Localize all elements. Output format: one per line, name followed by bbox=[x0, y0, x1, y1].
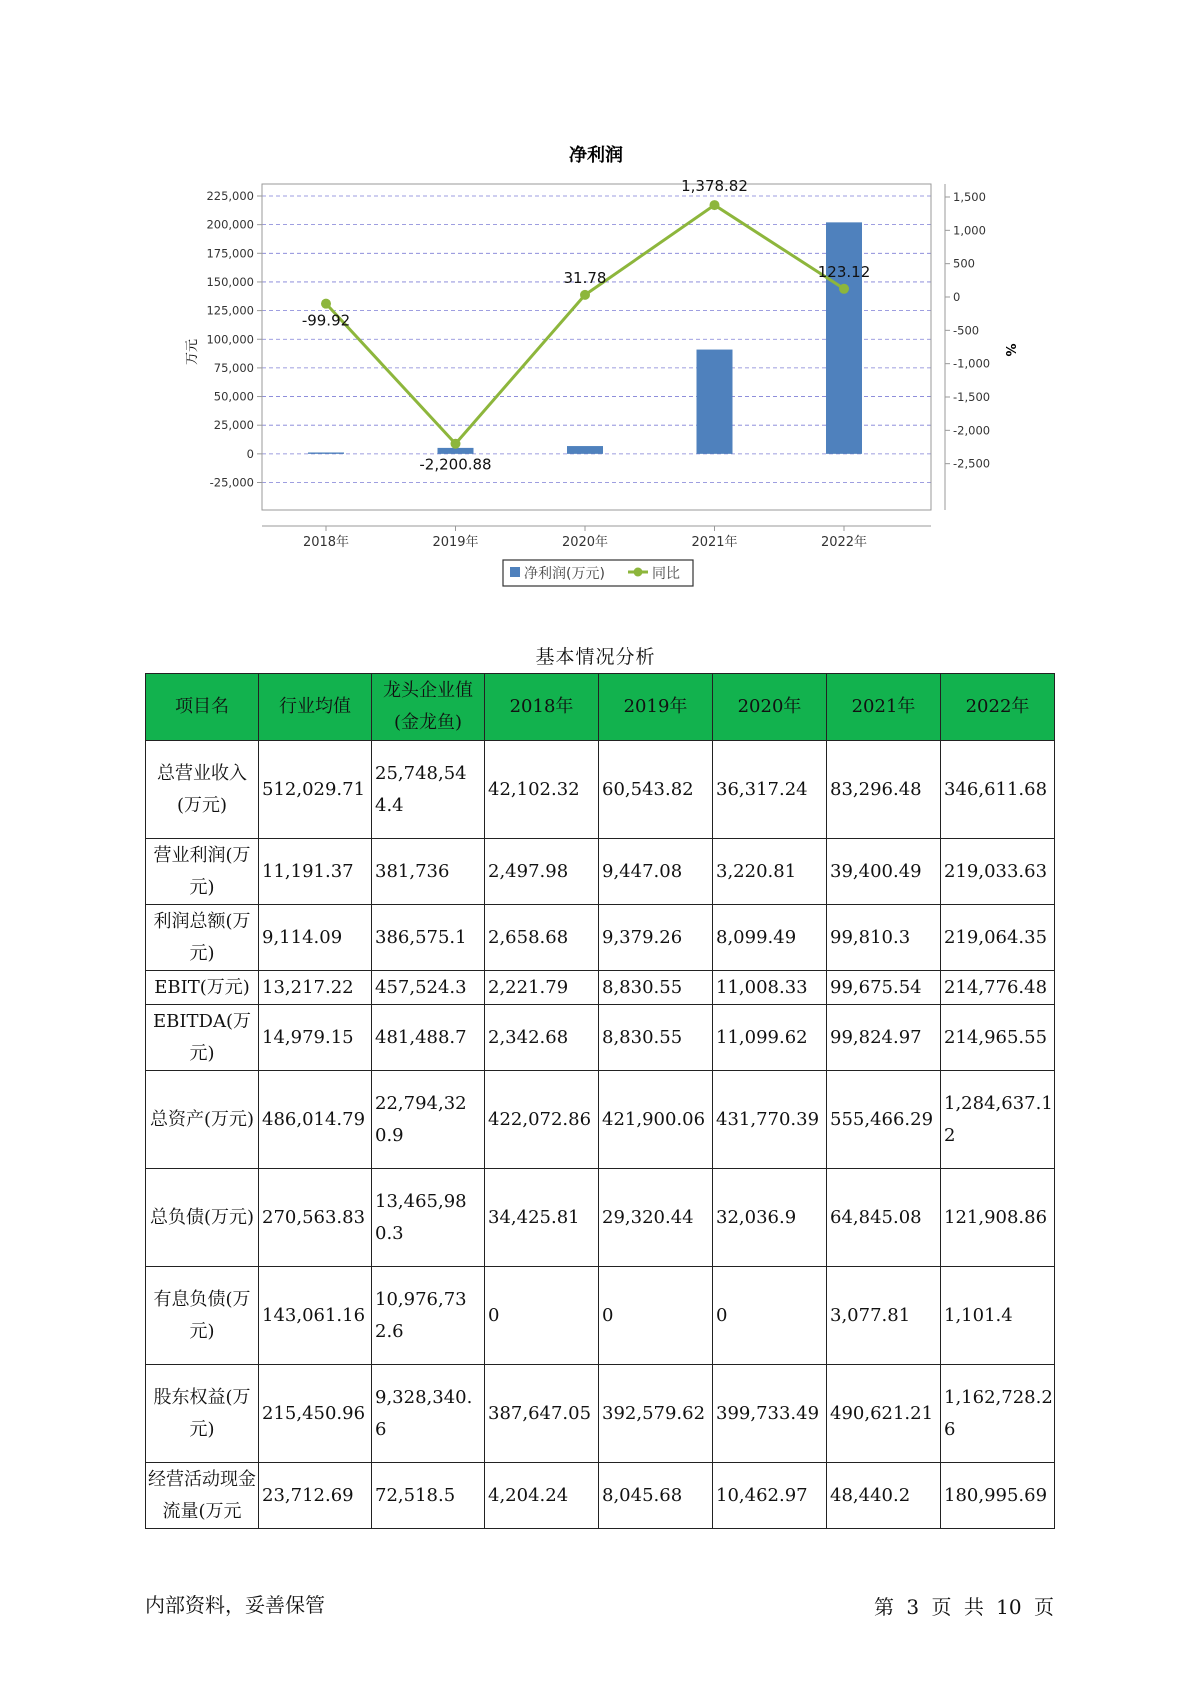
y2-tick-label: -2,000 bbox=[953, 423, 991, 438]
col-header: 项目名 bbox=[146, 674, 259, 741]
table-cell: 8,830.55 bbox=[599, 1005, 713, 1071]
line-point bbox=[580, 290, 590, 300]
table-caption: 基本情况分析 bbox=[535, 646, 656, 668]
table-cell: 399,733.49 bbox=[713, 1365, 827, 1463]
row-label-cell: 营业利润(万元) bbox=[146, 839, 259, 905]
table-cell: 8,099.49 bbox=[713, 905, 827, 971]
table-cell: 9,447.08 bbox=[599, 839, 713, 905]
table-cell: 387,647.05 bbox=[485, 1365, 599, 1463]
table-cell: 0 bbox=[485, 1267, 599, 1365]
row-label-cell: 利润总额(万元) bbox=[146, 905, 259, 971]
col-header: 2020年 bbox=[713, 674, 827, 741]
table-cell: 42,102.32 bbox=[485, 741, 599, 839]
table-cell: 13,217.22 bbox=[259, 971, 372, 1005]
y-tick-label: 125,000 bbox=[206, 303, 254, 318]
line-point bbox=[839, 284, 849, 294]
table-cell: 180,995.69 bbox=[941, 1463, 1055, 1529]
table-cell: 8,045.68 bbox=[599, 1463, 713, 1529]
x-tick-label: 2019年 bbox=[432, 535, 479, 550]
table-cell: 219,033.63 bbox=[941, 839, 1055, 905]
net-profit-chart bbox=[0, 0, 1191, 600]
table-cell: 346,611.68 bbox=[941, 741, 1055, 839]
row-label-cell: 总资产(万元) bbox=[146, 1071, 259, 1169]
table-row bbox=[146, 1169, 1055, 1267]
legend-line-marker bbox=[634, 568, 643, 577]
table-cell: 1,284,637.12 bbox=[941, 1071, 1055, 1169]
bar bbox=[308, 452, 344, 453]
bar-series bbox=[308, 222, 862, 453]
data-label: -99.92 bbox=[301, 311, 351, 330]
table-cell: 39,400.49 bbox=[827, 839, 941, 905]
bar bbox=[567, 446, 603, 454]
line-point bbox=[451, 439, 461, 449]
table-cell: 481,488.7 bbox=[372, 1005, 485, 1071]
table-cell: 60,543.82 bbox=[599, 741, 713, 839]
table-cell: 72,518.5 bbox=[372, 1463, 485, 1529]
table-cell: 1,162,728.26 bbox=[941, 1365, 1055, 1463]
row-label-cell: EBITDA(万元) bbox=[146, 1005, 259, 1071]
table-cell: 10,976,732.6 bbox=[372, 1267, 485, 1365]
legend-bar-label: 净利润(万元) bbox=[524, 566, 605, 582]
table-cell: 9,379.26 bbox=[599, 905, 713, 971]
table-row bbox=[146, 1005, 1055, 1071]
legend-line-label: 同比 bbox=[652, 566, 680, 582]
y2-tick-label: -500 bbox=[953, 323, 980, 338]
x-tick-label: 2020年 bbox=[561, 535, 609, 550]
table-cell: 121,908.86 bbox=[941, 1169, 1055, 1267]
table-cell: 381,736 bbox=[372, 839, 485, 905]
y2-tick-label: 500 bbox=[953, 256, 975, 271]
footer-page-number: 第 3 页 共 10 页 bbox=[874, 1595, 1054, 1619]
table-cell: 0 bbox=[599, 1267, 713, 1365]
table-cell: 215,450.96 bbox=[259, 1365, 372, 1463]
y2-tick-label: -1,500 bbox=[953, 390, 991, 404]
row-label-cell: 有息负债(万元) bbox=[146, 1267, 259, 1365]
x-tick-label: 2021年 bbox=[691, 535, 738, 550]
table-row bbox=[146, 905, 1055, 971]
table-cell: 99,824.97 bbox=[827, 1005, 941, 1071]
table-cell: 490,621.21 bbox=[827, 1365, 941, 1463]
y-tick-label: 200,000 bbox=[206, 217, 254, 232]
table-cell: 83,296.48 bbox=[827, 741, 941, 839]
y-tick-label: 50,000 bbox=[213, 389, 254, 404]
footer-confidential-note: 内部资料，妥善保管 bbox=[145, 1593, 325, 1617]
col-header: 龙头企业值(金龙鱼) bbox=[372, 674, 485, 741]
table-cell: 99,675.54 bbox=[827, 971, 941, 1005]
table-cell: 2,221.79 bbox=[485, 971, 599, 1005]
y-tick-label: 0 bbox=[246, 446, 254, 461]
table-cell: 392,579.62 bbox=[599, 1365, 713, 1463]
table-cell: 14,979.15 bbox=[259, 1005, 372, 1071]
basic-analysis-table bbox=[145, 673, 1055, 1529]
y-tick-label: 25,000 bbox=[213, 418, 254, 433]
table-cell: 25,748,544.4 bbox=[372, 741, 485, 839]
y-tick-label: 100,000 bbox=[206, 332, 254, 347]
table-row bbox=[146, 741, 1055, 839]
table-row bbox=[146, 1267, 1055, 1365]
table-cell: 36,317.24 bbox=[713, 741, 827, 839]
y2-tick-label: 0 bbox=[953, 290, 961, 304]
row-label-cell: 总营业收入(万元) bbox=[146, 741, 259, 839]
table-cell: 486,014.79 bbox=[259, 1071, 372, 1169]
y-tick-label: 75,000 bbox=[213, 360, 254, 375]
table-cell: 23,712.69 bbox=[259, 1463, 372, 1529]
table-cell: 10,462.97 bbox=[713, 1463, 827, 1529]
table-cell: 9,328,340.6 bbox=[372, 1365, 485, 1463]
table-cell: 48,440.2 bbox=[827, 1463, 941, 1529]
table-cell: 29,320.44 bbox=[599, 1169, 713, 1267]
y2-tick-label: 1,000 bbox=[953, 223, 986, 238]
data-label: 31.78 bbox=[563, 268, 607, 287]
table-cell: 11,099.62 bbox=[713, 1005, 827, 1071]
table-cell: 214,776.48 bbox=[941, 971, 1055, 1005]
table-cell: 555,466.29 bbox=[827, 1071, 941, 1169]
y-axis-label: 万元 bbox=[185, 338, 200, 366]
table-cell: 3,077.81 bbox=[827, 1267, 941, 1365]
bar bbox=[697, 350, 733, 454]
row-label-cell: 股东权益(万元) bbox=[146, 1365, 259, 1463]
legend-bar-swatch bbox=[510, 567, 520, 577]
table-cell: 422,072.86 bbox=[485, 1071, 599, 1169]
table-cell: 431,770.39 bbox=[713, 1071, 827, 1169]
y2-tick-label: -2,500 bbox=[953, 456, 991, 471]
table-cell: 143,061.16 bbox=[259, 1267, 372, 1365]
y2-tick-label: -1,000 bbox=[953, 356, 991, 371]
table-row bbox=[146, 1071, 1055, 1169]
table-cell: 386,575.1 bbox=[372, 905, 485, 971]
chart-title: 净利润 bbox=[569, 145, 623, 166]
col-header: 2018年 bbox=[485, 674, 599, 741]
table-cell: 1,101.4 bbox=[941, 1267, 1055, 1365]
y-tick-label: -25,000 bbox=[209, 475, 254, 490]
col-header: 2022年 bbox=[941, 674, 1055, 741]
table-row bbox=[146, 1463, 1055, 1529]
table-cell: 9,114.09 bbox=[259, 905, 372, 971]
x-axis bbox=[262, 526, 931, 550]
table-cell: 2,497.98 bbox=[485, 839, 599, 905]
table-cell: 22,794,320.9 bbox=[372, 1071, 485, 1169]
y2-tick-label: 1,500 bbox=[953, 190, 986, 204]
bar bbox=[438, 448, 474, 454]
line-series bbox=[302, 177, 870, 474]
x-tick-label: 2022年 bbox=[820, 535, 868, 550]
data-label: 1,378.82 bbox=[681, 177, 748, 196]
table-row bbox=[146, 971, 1055, 1005]
table-cell: 0 bbox=[713, 1267, 827, 1365]
table-cell: 3,220.81 bbox=[713, 839, 827, 905]
data-label: 123.12 bbox=[817, 262, 871, 281]
row-label-cell: 总负债(万元) bbox=[146, 1169, 259, 1267]
table-header-row bbox=[146, 674, 1055, 741]
y2-axis-label: % bbox=[1002, 343, 1017, 357]
x-tick-label: 2018年 bbox=[302, 535, 350, 550]
table-cell: 512,029.71 bbox=[259, 741, 372, 839]
table-row bbox=[146, 1365, 1055, 1463]
col-header: 行业均值 bbox=[259, 674, 372, 741]
table-cell: 214,965.55 bbox=[941, 1005, 1055, 1071]
col-header: 2021年 bbox=[827, 674, 941, 741]
table-cell: 11,008.33 bbox=[713, 971, 827, 1005]
data-label: -2,200.88 bbox=[419, 455, 492, 474]
y-axis-left bbox=[206, 184, 262, 510]
line-point bbox=[321, 299, 331, 309]
table-cell: 8,830.55 bbox=[599, 971, 713, 1005]
y-tick-label: 150,000 bbox=[206, 274, 254, 289]
table-cell: 219,064.35 bbox=[941, 905, 1055, 971]
line-point bbox=[710, 200, 720, 210]
chart-legend bbox=[503, 560, 693, 586]
table-cell: 2,342.68 bbox=[485, 1005, 599, 1071]
table-cell: 11,191.37 bbox=[259, 839, 372, 905]
bar bbox=[826, 222, 862, 453]
table-cell: 4,204.24 bbox=[485, 1463, 599, 1529]
y-tick-label: 225,000 bbox=[206, 189, 254, 203]
table-cell: 32,036.9 bbox=[713, 1169, 827, 1267]
table-cell: 13,465,980.3 bbox=[372, 1169, 485, 1267]
row-label-cell: EBIT(万元) bbox=[146, 971, 259, 1005]
table-cell: 421,900.06 bbox=[599, 1071, 713, 1169]
yoy-line bbox=[326, 205, 844, 444]
row-label-cell: 经营活动现金流量(万元 bbox=[146, 1463, 259, 1529]
table-cell: 457,524.3 bbox=[372, 971, 485, 1005]
y-axis-right bbox=[945, 184, 990, 510]
table-cell: 270,563.83 bbox=[259, 1169, 372, 1267]
y-tick-label: 175,000 bbox=[206, 246, 254, 261]
table-cell: 99,810.3 bbox=[827, 905, 941, 971]
table-row bbox=[146, 839, 1055, 905]
col-header: 2019年 bbox=[599, 674, 713, 741]
table-cell: 2,658.68 bbox=[485, 905, 599, 971]
table-cell: 34,425.81 bbox=[485, 1169, 599, 1267]
table-cell: 64,845.08 bbox=[827, 1169, 941, 1267]
